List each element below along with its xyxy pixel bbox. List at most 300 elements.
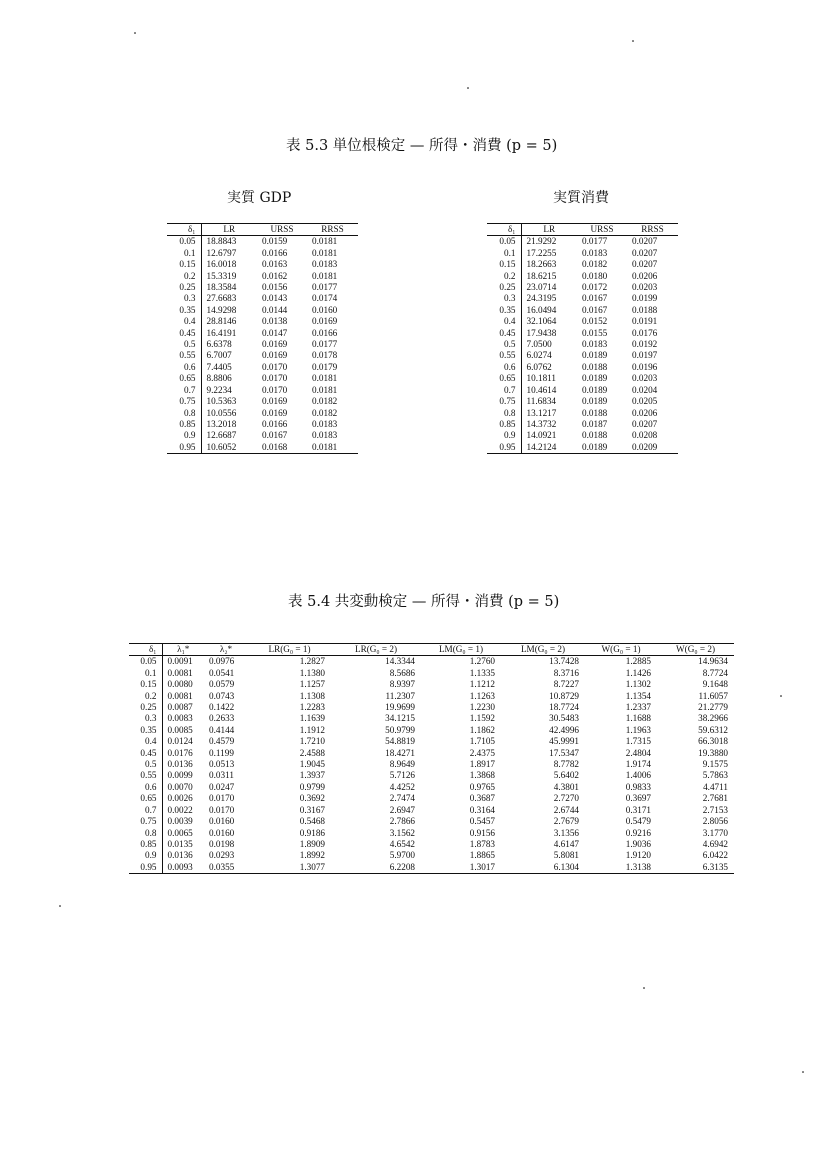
delta-cell: 0.4 xyxy=(487,316,521,327)
value-cell: 0.0541 xyxy=(209,667,235,678)
value-cell: 0.0167 xyxy=(262,430,288,441)
table-row xyxy=(167,339,358,350)
table-header-row xyxy=(167,224,358,236)
value-cell: 3.1356 xyxy=(553,827,579,838)
table-row xyxy=(129,656,734,668)
value-cell: 6.1304 xyxy=(501,862,585,874)
value-cell: 5.6402 xyxy=(553,770,579,781)
value-cell: 18.8843 xyxy=(206,236,237,247)
value-cell: 0.0293 xyxy=(209,850,235,861)
value-cell: 5.8081 xyxy=(553,850,579,861)
table-row xyxy=(129,702,734,713)
delta-cell: 0.8 xyxy=(167,408,201,419)
column-header: LM(G₀ = 2) xyxy=(501,644,585,656)
value-cell: 0.0207 xyxy=(632,247,658,258)
value-cell: 3.1562 xyxy=(389,827,415,838)
delta-cell: 0.05 xyxy=(487,236,521,248)
value-cell: 0.0163 xyxy=(262,259,288,270)
value-cell: 8.7227 xyxy=(553,679,579,690)
value-cell: 16.0494 xyxy=(526,304,557,315)
value-cell: 1.2230 xyxy=(469,702,495,713)
value-cell: 24.3195 xyxy=(526,293,557,304)
value-cell: 1.2885 xyxy=(625,656,651,667)
value-cell: 8.9649 xyxy=(389,759,415,770)
table-row xyxy=(487,430,678,441)
value-cell: 2.8056 xyxy=(702,816,728,827)
column-header: LR xyxy=(201,224,257,236)
value-cell: 0.0208 xyxy=(632,430,658,441)
delta-cell: 0.15 xyxy=(167,259,201,270)
delta-cell: 0.7 xyxy=(487,385,521,396)
table-row xyxy=(167,305,358,316)
value-cell: 0.0183 xyxy=(312,430,338,441)
value-cell: 0.0169 xyxy=(262,407,288,418)
table-5-3-caption: 表 5.3 単位根検定 — 所得・消費 (p = 5) xyxy=(286,138,558,154)
table-row xyxy=(167,385,358,396)
value-cell: 0.0187 xyxy=(582,418,608,429)
value-cell: 0.0177 xyxy=(312,282,338,293)
value-cell: 0.0181 xyxy=(312,384,338,395)
value-cell: 1.1963 xyxy=(625,724,651,735)
table-row xyxy=(487,442,678,454)
value-cell: 1.9036 xyxy=(625,838,651,849)
value-cell: 7.4405 xyxy=(206,361,232,372)
value-cell: 0.0136 xyxy=(167,759,193,770)
value-cell: 5.9700 xyxy=(389,850,415,861)
value-cell: 0.0204 xyxy=(632,384,658,395)
value-cell: 0.0207 xyxy=(632,259,658,270)
column-header: LR xyxy=(521,224,577,236)
value-cell: 0.0085 xyxy=(167,724,193,735)
table-row xyxy=(167,430,358,441)
delta-cell: 0.35 xyxy=(167,305,201,316)
value-cell: 8.7724 xyxy=(702,667,728,678)
value-cell: 0.0207 xyxy=(632,418,658,429)
value-cell: 0.0160 xyxy=(209,816,235,827)
delta-cell: 0.5 xyxy=(167,339,201,350)
column-header: LR(G₀ = 2) xyxy=(331,644,421,656)
value-cell: 0.9216 xyxy=(625,827,651,838)
delta-cell: 0.7 xyxy=(129,805,162,816)
value-cell: 0.0177 xyxy=(312,339,338,350)
value-cell: 17.9438 xyxy=(526,327,557,338)
delta-cell: 0.3 xyxy=(487,293,521,304)
value-cell: 8.7782 xyxy=(553,759,579,770)
value-cell: 0.0143 xyxy=(262,293,288,304)
value-cell: 0.3167 xyxy=(299,804,325,815)
delta-cell: 0.7 xyxy=(167,385,201,396)
value-cell: 19.3880 xyxy=(698,747,728,758)
delta-cell: 0.6 xyxy=(167,362,201,373)
value-cell: 8.9397 xyxy=(389,679,415,690)
table-header-row xyxy=(487,224,678,236)
delta-cell: 0.35 xyxy=(487,305,521,316)
value-cell: 0.0022 xyxy=(167,804,193,815)
value-cell: 6.2208 xyxy=(331,862,421,874)
value-cell: 2.4804 xyxy=(625,747,651,758)
value-cell: 0.0155 xyxy=(582,327,608,338)
value-cell: 0.3697 xyxy=(625,793,651,804)
value-cell: 0.0189 xyxy=(577,442,627,454)
table-row xyxy=(487,408,678,419)
value-cell: 0.0189 xyxy=(582,350,608,361)
value-cell: 0.0124 xyxy=(167,736,193,747)
value-cell: 4.4252 xyxy=(389,781,415,792)
value-cell: 1.1912 xyxy=(299,724,325,735)
table-5-4-caption: 表 5.4 共変動検定 — 所得・消費 (p = 5) xyxy=(288,594,560,610)
scan-speck xyxy=(802,1071,804,1073)
delta-cell: 0.9 xyxy=(129,850,162,861)
value-cell: 0.5479 xyxy=(625,816,651,827)
value-cell: 18.2663 xyxy=(526,259,557,270)
value-cell: 1.1639 xyxy=(299,713,325,724)
table-row xyxy=(129,748,734,759)
value-cell: 0.3171 xyxy=(625,804,651,815)
value-cell: 0.0168 xyxy=(257,442,307,454)
value-cell: 0.0026 xyxy=(167,793,193,804)
value-cell: 13.7428 xyxy=(549,656,579,667)
value-cell: 13.1217 xyxy=(526,407,557,418)
value-cell: 4.6942 xyxy=(702,838,728,849)
value-cell: 1.8909 xyxy=(299,838,325,849)
column-header: RRSS xyxy=(627,224,678,236)
table-row xyxy=(487,236,678,248)
delta-cell: 0.45 xyxy=(167,328,201,339)
value-cell: 0.0579 xyxy=(209,679,235,690)
value-cell: 21.9292 xyxy=(526,236,557,247)
value-cell: 1.1592 xyxy=(469,713,495,724)
value-cell: 0.0188 xyxy=(582,430,608,441)
value-cell: 0.0180 xyxy=(582,270,608,281)
value-cell: 0.0167 xyxy=(582,293,608,304)
value-cell: 1.1380 xyxy=(299,667,325,678)
value-cell: 0.0144 xyxy=(262,304,288,315)
value-cell: 2.6947 xyxy=(389,804,415,815)
value-cell: 0.0099 xyxy=(167,770,193,781)
value-cell: 18.3584 xyxy=(206,282,237,293)
value-cell: 0.5457 xyxy=(469,816,495,827)
value-cell: 0.0183 xyxy=(582,339,608,350)
value-cell: 8.5686 xyxy=(389,667,415,678)
table-row xyxy=(167,236,358,248)
value-cell: 0.9833 xyxy=(625,781,651,792)
value-cell: 3.1770 xyxy=(702,827,728,838)
value-cell: 0.0087 xyxy=(167,702,193,713)
value-cell: 0.0159 xyxy=(262,236,288,247)
value-cell: 0.0039 xyxy=(167,816,193,827)
value-cell: 66.3018 xyxy=(698,736,728,747)
value-cell: 1.3017 xyxy=(421,862,501,874)
value-cell: 19.9699 xyxy=(385,702,415,713)
scan-speck xyxy=(59,905,61,907)
delta-cell: 0.45 xyxy=(487,328,521,339)
value-cell: 0.0065 xyxy=(167,827,193,838)
value-cell: 2.7866 xyxy=(389,816,415,827)
value-cell: 0.0206 xyxy=(632,270,658,281)
value-cell: 4.6147 xyxy=(553,838,579,849)
value-cell: 2.7474 xyxy=(389,793,415,804)
table-row xyxy=(167,328,358,339)
value-cell: 0.3692 xyxy=(299,793,325,804)
delta-cell: 0.15 xyxy=(129,679,162,690)
value-cell: 14.0921 xyxy=(526,430,557,441)
value-cell: 4.3801 xyxy=(553,781,579,792)
value-cell: 0.0189 xyxy=(582,373,608,384)
delta-cell: 0.05 xyxy=(167,236,201,248)
value-cell: 0.0177 xyxy=(582,236,608,247)
value-cell: 1.1308 xyxy=(299,690,325,701)
value-cell: 0.0192 xyxy=(632,339,658,350)
value-cell: 0.0181 xyxy=(312,236,338,247)
value-cell: 11.6834 xyxy=(526,396,557,407)
table-row xyxy=(129,816,734,827)
value-cell: 0.0162 xyxy=(262,270,288,281)
table-row xyxy=(167,259,358,270)
value-cell: 1.7210 xyxy=(299,736,325,747)
table-row xyxy=(167,248,358,259)
value-cell: 0.0136 xyxy=(167,850,193,861)
table-row xyxy=(129,782,734,793)
scan-speck xyxy=(467,87,469,89)
table-row xyxy=(487,316,678,327)
value-cell: 10.8729 xyxy=(549,690,579,701)
value-cell: 0.9186 xyxy=(299,827,325,838)
table-row xyxy=(167,442,358,454)
value-cell: 8.8806 xyxy=(206,373,232,384)
table-row xyxy=(129,805,734,816)
table-row xyxy=(129,862,734,874)
value-cell: 0.9799 xyxy=(299,781,325,792)
value-cell: 0.0091 xyxy=(167,656,193,667)
delta-cell: 0.75 xyxy=(129,816,162,827)
value-cell: 54.8819 xyxy=(385,736,415,747)
value-cell: 0.0247 xyxy=(209,781,235,792)
value-cell: 10.4614 xyxy=(526,384,557,395)
value-cell: 1.4006 xyxy=(625,770,651,781)
value-cell: 0.0976 xyxy=(209,656,235,667)
value-cell: 0.0191 xyxy=(632,316,658,327)
value-cell: 18.7724 xyxy=(549,702,579,713)
value-cell: 0.0182 xyxy=(312,396,338,407)
table-row xyxy=(487,339,678,350)
value-cell: 9.1575 xyxy=(702,759,728,770)
table-row xyxy=(129,850,734,861)
table-row xyxy=(487,373,678,384)
value-cell: 1.1354 xyxy=(625,690,651,701)
table-row xyxy=(487,248,678,259)
value-cell: 6.0762 xyxy=(526,361,552,372)
scan-speck xyxy=(134,32,136,34)
value-cell: 1.9120 xyxy=(625,850,651,861)
value-cell: 2.7153 xyxy=(702,804,728,815)
value-cell: 6.3135 xyxy=(657,862,734,874)
value-cell: 0.0188 xyxy=(582,361,608,372)
value-cell: 0.0176 xyxy=(167,747,193,758)
value-cell: 0.0081 xyxy=(167,690,193,701)
value-cell: 0.0176 xyxy=(632,327,658,338)
table-row xyxy=(167,362,358,373)
table-row xyxy=(487,305,678,316)
value-cell: 1.1212 xyxy=(469,679,495,690)
value-cell: 0.0169 xyxy=(262,350,288,361)
value-cell: 10.0556 xyxy=(206,407,237,418)
value-cell: 12.6797 xyxy=(206,247,237,258)
table-row xyxy=(129,668,734,679)
value-cell: 27.6683 xyxy=(206,293,237,304)
value-cell: 8.3716 xyxy=(553,667,579,678)
value-cell: 0.0083 xyxy=(167,713,193,724)
delta-cell: 0.5 xyxy=(129,759,162,770)
value-cell: 10.6052 xyxy=(201,442,257,454)
value-cell: 30.5483 xyxy=(549,713,579,724)
value-cell: 0.4579 xyxy=(209,736,235,747)
delta-cell: 0.1 xyxy=(487,248,521,259)
comovement-table-body xyxy=(129,656,734,874)
value-cell: 0.0169 xyxy=(262,339,288,350)
value-cell: 6.0422 xyxy=(702,850,728,861)
value-cell: 1.3138 xyxy=(585,862,657,874)
column-header: W(G₀ = 2) xyxy=(657,644,734,656)
value-cell: 0.0355 xyxy=(204,862,248,874)
delta-cell: 0.95 xyxy=(487,442,521,454)
value-cell: 0.0188 xyxy=(632,304,658,315)
value-cell: 2.6744 xyxy=(553,804,579,815)
value-cell: 14.9634 xyxy=(698,656,728,667)
delta-cell: 0.6 xyxy=(487,362,521,373)
value-cell: 42.4996 xyxy=(549,724,579,735)
consumption-table-title: 実質消費 xyxy=(553,190,609,206)
delta-cell: 0.65 xyxy=(167,373,201,384)
value-cell: 23.0714 xyxy=(526,282,557,293)
value-cell: 10.5363 xyxy=(206,396,237,407)
value-cell: 1.3077 xyxy=(248,862,331,874)
value-cell: 1.3868 xyxy=(469,770,495,781)
value-cell: 0.0189 xyxy=(582,384,608,395)
value-cell: 17.5347 xyxy=(549,747,579,758)
value-cell: 1.1688 xyxy=(625,713,651,724)
value-cell: 0.0181 xyxy=(312,247,338,258)
value-cell: 0.0081 xyxy=(167,667,193,678)
delta-cell: 0.2 xyxy=(129,691,162,702)
value-cell: 2.7679 xyxy=(553,816,579,827)
table-row xyxy=(487,350,678,361)
value-cell: 0.5468 xyxy=(299,816,325,827)
delta-cell: 0.6 xyxy=(129,782,162,793)
value-cell: 0.0152 xyxy=(582,316,608,327)
value-cell: 32.1064 xyxy=(526,316,557,327)
value-cell: 0.0156 xyxy=(262,282,288,293)
column-header: λ₂* xyxy=(204,644,248,656)
table-row xyxy=(487,362,678,373)
delta-cell: 0.25 xyxy=(129,702,162,713)
value-cell: 1.9045 xyxy=(299,759,325,770)
value-cell: 1.7105 xyxy=(469,736,495,747)
value-cell: 1.2827 xyxy=(299,656,325,667)
value-cell: 0.0170 xyxy=(262,373,288,384)
scan-speck xyxy=(632,40,634,42)
value-cell: 0.0188 xyxy=(582,407,608,418)
value-cell: 0.0209 xyxy=(627,442,678,454)
delta-cell: 0.35 xyxy=(129,725,162,736)
value-cell: 6.6378 xyxy=(206,339,232,350)
value-cell: 11.6057 xyxy=(698,690,728,701)
table-header-row xyxy=(129,644,734,656)
value-cell: 59.6312 xyxy=(698,724,728,735)
value-cell: 0.9765 xyxy=(469,781,495,792)
value-cell: 0.0166 xyxy=(262,418,288,429)
value-cell: 0.0205 xyxy=(632,396,658,407)
delta-cell: 0.65 xyxy=(129,793,162,804)
column-header: LR(G₀ = 1) xyxy=(248,644,331,656)
value-cell: 16.0018 xyxy=(206,259,237,270)
value-cell: 14.3344 xyxy=(385,656,415,667)
value-cell: 1.2337 xyxy=(625,702,651,713)
value-cell: 0.0203 xyxy=(632,373,658,384)
delta-cell: 0.8 xyxy=(129,828,162,839)
value-cell: 0.0160 xyxy=(312,304,338,315)
value-cell: 5.7126 xyxy=(389,770,415,781)
value-cell: 2.7270 xyxy=(553,793,579,804)
table-row xyxy=(129,759,734,770)
value-cell: 0.0170 xyxy=(209,804,235,815)
table-row xyxy=(487,293,678,304)
delta-cell: 0.25 xyxy=(167,282,201,293)
value-cell: 10.1811 xyxy=(526,373,557,384)
value-cell: 0.0166 xyxy=(312,327,338,338)
column-header: URSS xyxy=(257,224,307,236)
gdp-unit-root-table xyxy=(167,223,358,454)
value-cell: 0.0080 xyxy=(167,679,193,690)
delta-cell: 0.55 xyxy=(129,770,162,781)
value-cell: 0.0199 xyxy=(632,293,658,304)
scan-speck xyxy=(780,695,782,697)
value-cell: 1.2283 xyxy=(299,702,325,713)
delta-cell: 0.9 xyxy=(167,430,201,441)
delta-cell: 0.55 xyxy=(487,350,521,361)
value-cell: 0.0181 xyxy=(307,442,358,454)
value-cell: 0.0513 xyxy=(209,759,235,770)
value-cell: 0.0166 xyxy=(262,247,288,258)
value-cell: 1.1263 xyxy=(469,690,495,701)
table-row xyxy=(167,408,358,419)
value-cell: 0.0181 xyxy=(312,270,338,281)
delta-cell: 0.1 xyxy=(129,668,162,679)
delta-cell: 0.95 xyxy=(167,442,201,454)
value-cell: 0.0181 xyxy=(312,373,338,384)
delta-cell: 0.2 xyxy=(167,271,201,282)
column-header: URSS xyxy=(577,224,627,236)
value-cell: 14.2124 xyxy=(521,442,577,454)
table-row xyxy=(129,839,734,850)
delta-cell: 0.45 xyxy=(129,748,162,759)
delta-cell: 0.05 xyxy=(129,656,162,668)
value-cell: 0.3687 xyxy=(469,793,495,804)
value-cell: 0.0196 xyxy=(632,361,658,372)
value-cell: 0.0170 xyxy=(262,361,288,372)
value-cell: 18.6215 xyxy=(526,270,557,281)
value-cell: 0.0311 xyxy=(209,770,234,781)
value-cell: 1.8917 xyxy=(469,759,495,770)
value-cell: 1.8992 xyxy=(299,850,325,861)
value-cell: 0.0182 xyxy=(312,407,338,418)
table-row xyxy=(129,770,734,781)
table-row xyxy=(487,259,678,270)
table-row xyxy=(129,828,734,839)
value-cell: 0.1422 xyxy=(209,702,235,713)
consumption-table-body xyxy=(487,236,678,454)
value-cell: 0.0160 xyxy=(209,827,235,838)
value-cell: 7.0500 xyxy=(526,339,552,350)
